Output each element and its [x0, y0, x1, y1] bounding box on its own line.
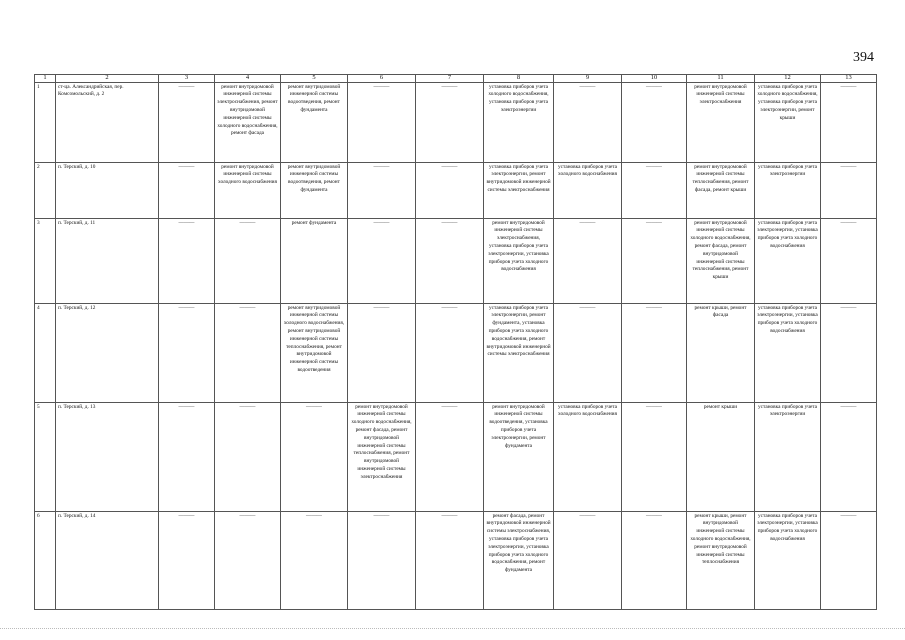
table-row: [35, 303, 877, 402]
table-cell: ремонт фундамента: [281, 218, 348, 303]
table-cell: ремонт крыши, ремонт фасада: [687, 303, 755, 402]
table-cell: ———: [821, 511, 877, 609]
table-cell: ремонт внутридомовой инженерной системы водоотведения, установка приборов учета электроэнергии, ремонт фундамента: [484, 402, 554, 511]
table-cell: ремонт внутридомовой инженерной системы электроснабжения, ремонт внутридомовой инженерной системы холодного водоснабжения, ремонт фасада: [215, 82, 281, 162]
address-cell: ст-ца. Александрийская, пер. Комсомольский, д. 2: [56, 82, 159, 162]
table-cell: ———: [554, 303, 622, 402]
address-cell: п. Терский, д. 11: [56, 218, 159, 303]
table-cell: ———: [622, 402, 687, 511]
column-number: 4: [215, 75, 281, 83]
row-number: 1: [35, 82, 56, 162]
table-cell: ремонт крыши, ремонт внутридомовой инженерной системы холодного водоснабжения, ремонт внутридомовой инженерной системы теплоснабжения: [687, 511, 755, 609]
address-cell: п. Терский, д. 13: [56, 402, 159, 511]
table-row: [35, 218, 877, 303]
table-cell: ремонт внутридомовой инженерной системы водоотведения, ремонт фундамента: [281, 82, 348, 162]
table-cell: ———: [554, 511, 622, 609]
scan-artifact-line: [0, 628, 905, 632]
table-cell: ———: [416, 402, 484, 511]
table-cell: ———: [622, 82, 687, 162]
column-number: 3: [159, 75, 215, 83]
column-number: 11: [687, 75, 755, 83]
address-cell: п. Терский, д. 12: [56, 303, 159, 402]
table-cell: ———: [281, 402, 348, 511]
row-number: 3: [35, 218, 56, 303]
table-cell: ———: [215, 218, 281, 303]
table-cell: ———: [348, 162, 416, 218]
table-cell: ———: [348, 82, 416, 162]
table-cell: установка приборов учета электроэнергии, установка приборов учета холодного водоснабжения: [755, 511, 821, 609]
column-number: 10: [622, 75, 687, 83]
table-row: [35, 511, 877, 609]
table-cell: ремонт внутридомовой инженерной системы холодного водоснабжения, ремонт внутридомовой инженерной системы теплоснабжения, ремонт внутридомовой инженерной системы водоотведения: [281, 303, 348, 402]
table-cell: ———: [159, 402, 215, 511]
column-number: 2: [56, 75, 159, 83]
table-cell: установка приборов учета электроэнергии, установка приборов учета холодного водоснабжения: [755, 218, 821, 303]
table-cell: ———: [416, 162, 484, 218]
table-cell: ремонт внутридомовой инженерной системы водоотведения, ремонт фундамента: [281, 162, 348, 218]
table-cell: ———: [554, 82, 622, 162]
table-cell: ———: [622, 218, 687, 303]
table-cell: установка приборов учета холодного водоснабжения, установка приборов учета электроэнергии: [484, 82, 554, 162]
table-cell: ———: [554, 218, 622, 303]
table-cell: установка приборов учета электроэнергии: [755, 162, 821, 218]
table-cell: ———: [159, 303, 215, 402]
table-cell: установка приборов учета электроэнергии, ремонт внутридомовой инженерной системы электроснабжения: [484, 162, 554, 218]
column-number: 6: [348, 75, 416, 83]
table-row: [35, 82, 877, 162]
table-cell: ———: [416, 511, 484, 609]
table-cell: ремонт внутридомовой инженерной системы электроснабжения: [687, 82, 755, 162]
table-cell: ———: [416, 82, 484, 162]
table-cell: ———: [159, 511, 215, 609]
table-cell: ———: [348, 218, 416, 303]
table-cell: ———: [348, 303, 416, 402]
table-row: [35, 162, 877, 218]
table-cell: ———: [622, 511, 687, 609]
table-cell: ремонт фасада, ремонт внутридомовой инженерной системы электроснабжения, установка приборов учета электроэнергии, установка приборов учета холодного водоснабжения, ремонт фундамента: [484, 511, 554, 609]
column-number: 13: [821, 75, 877, 83]
table-cell: ремонт внутридомовой инженерной системы электроснабжения, установка приборов учета электроэнергии, установка приборов учета холодного водоснабжения: [484, 218, 554, 303]
table-cell: ———: [821, 303, 877, 402]
table-cell: ———: [416, 303, 484, 402]
table-cell: ———: [159, 162, 215, 218]
column-number: 1: [35, 75, 56, 83]
row-number: 2: [35, 162, 56, 218]
table-cell: ремонт внутридомовой инженерной системы холодного водоснабжения, ремонт фасада, ремонт внутридомовой инженерной системы теплоснабжения, ремонт внутридомовой инженерной системы электроснабжения: [348, 402, 416, 511]
table-cell: ———: [821, 162, 877, 218]
table-cell: ———: [416, 218, 484, 303]
table-cell: ———: [622, 303, 687, 402]
column-number: 12: [755, 75, 821, 83]
address-cell: п. Терский, д. 10: [56, 162, 159, 218]
page-number: 394: [853, 50, 874, 65]
table-cell: установка приборов учета холодного водоснабжения: [554, 402, 622, 511]
table-row: [35, 402, 877, 511]
table-cell: ———: [215, 402, 281, 511]
column-number-row: [35, 75, 877, 83]
table-cell: установка приборов учета электроэнергии: [755, 402, 821, 511]
table-cell: ремонт внутридомовой инженерной системы холодного водоснабжения, ремонт фасада, ремонт внутридомовой инженерной системы теплоснабжения, ремонт крыши: [687, 218, 755, 303]
column-number: 7: [416, 75, 484, 83]
table-cell: ———: [348, 511, 416, 609]
table-cell: ———: [821, 218, 877, 303]
table-cell: ремонт внутридомовой инженерной системы холодного водоснабжения: [215, 162, 281, 218]
table-cell: установка приборов учета электроэнергии, установка приборов учета холодного водоснабжения: [755, 303, 821, 402]
address-cell: п. Терский, д. 14: [56, 511, 159, 609]
table-cell: установка приборов учета электроэнергии, ремонт фундамента, установка приборов учета холодного водоснабжения, ремонт внутридомовой инженерной системы электроснабжения: [484, 303, 554, 402]
column-number: 5: [281, 75, 348, 83]
row-number: 6: [35, 511, 56, 609]
row-number: 5: [35, 402, 56, 511]
table-cell: ———: [281, 511, 348, 609]
table-cell: ремонт крыши: [687, 402, 755, 511]
table-cell: ———: [622, 162, 687, 218]
table-cell: ———: [215, 511, 281, 609]
table-cell: установка приборов учета холодного водоснабжения, установка приборов учета электроэнергии, ремонт крыши: [755, 82, 821, 162]
column-number: 8: [484, 75, 554, 83]
column-number: 9: [554, 75, 622, 83]
table-cell: ремонт внутридомовой инженерной системы теплоснабжения, ремонт фасада, ремонт крыши: [687, 162, 755, 218]
row-number: 4: [35, 303, 56, 402]
table-cell: установка приборов учета холодного водоснабжения: [554, 162, 622, 218]
table-cell: ———: [821, 82, 877, 162]
repair-schedule-table: [34, 74, 877, 610]
table-cell: ———: [215, 303, 281, 402]
table-cell: ———: [159, 218, 215, 303]
table-cell: ———: [159, 82, 215, 162]
table-cell: ———: [821, 402, 877, 511]
